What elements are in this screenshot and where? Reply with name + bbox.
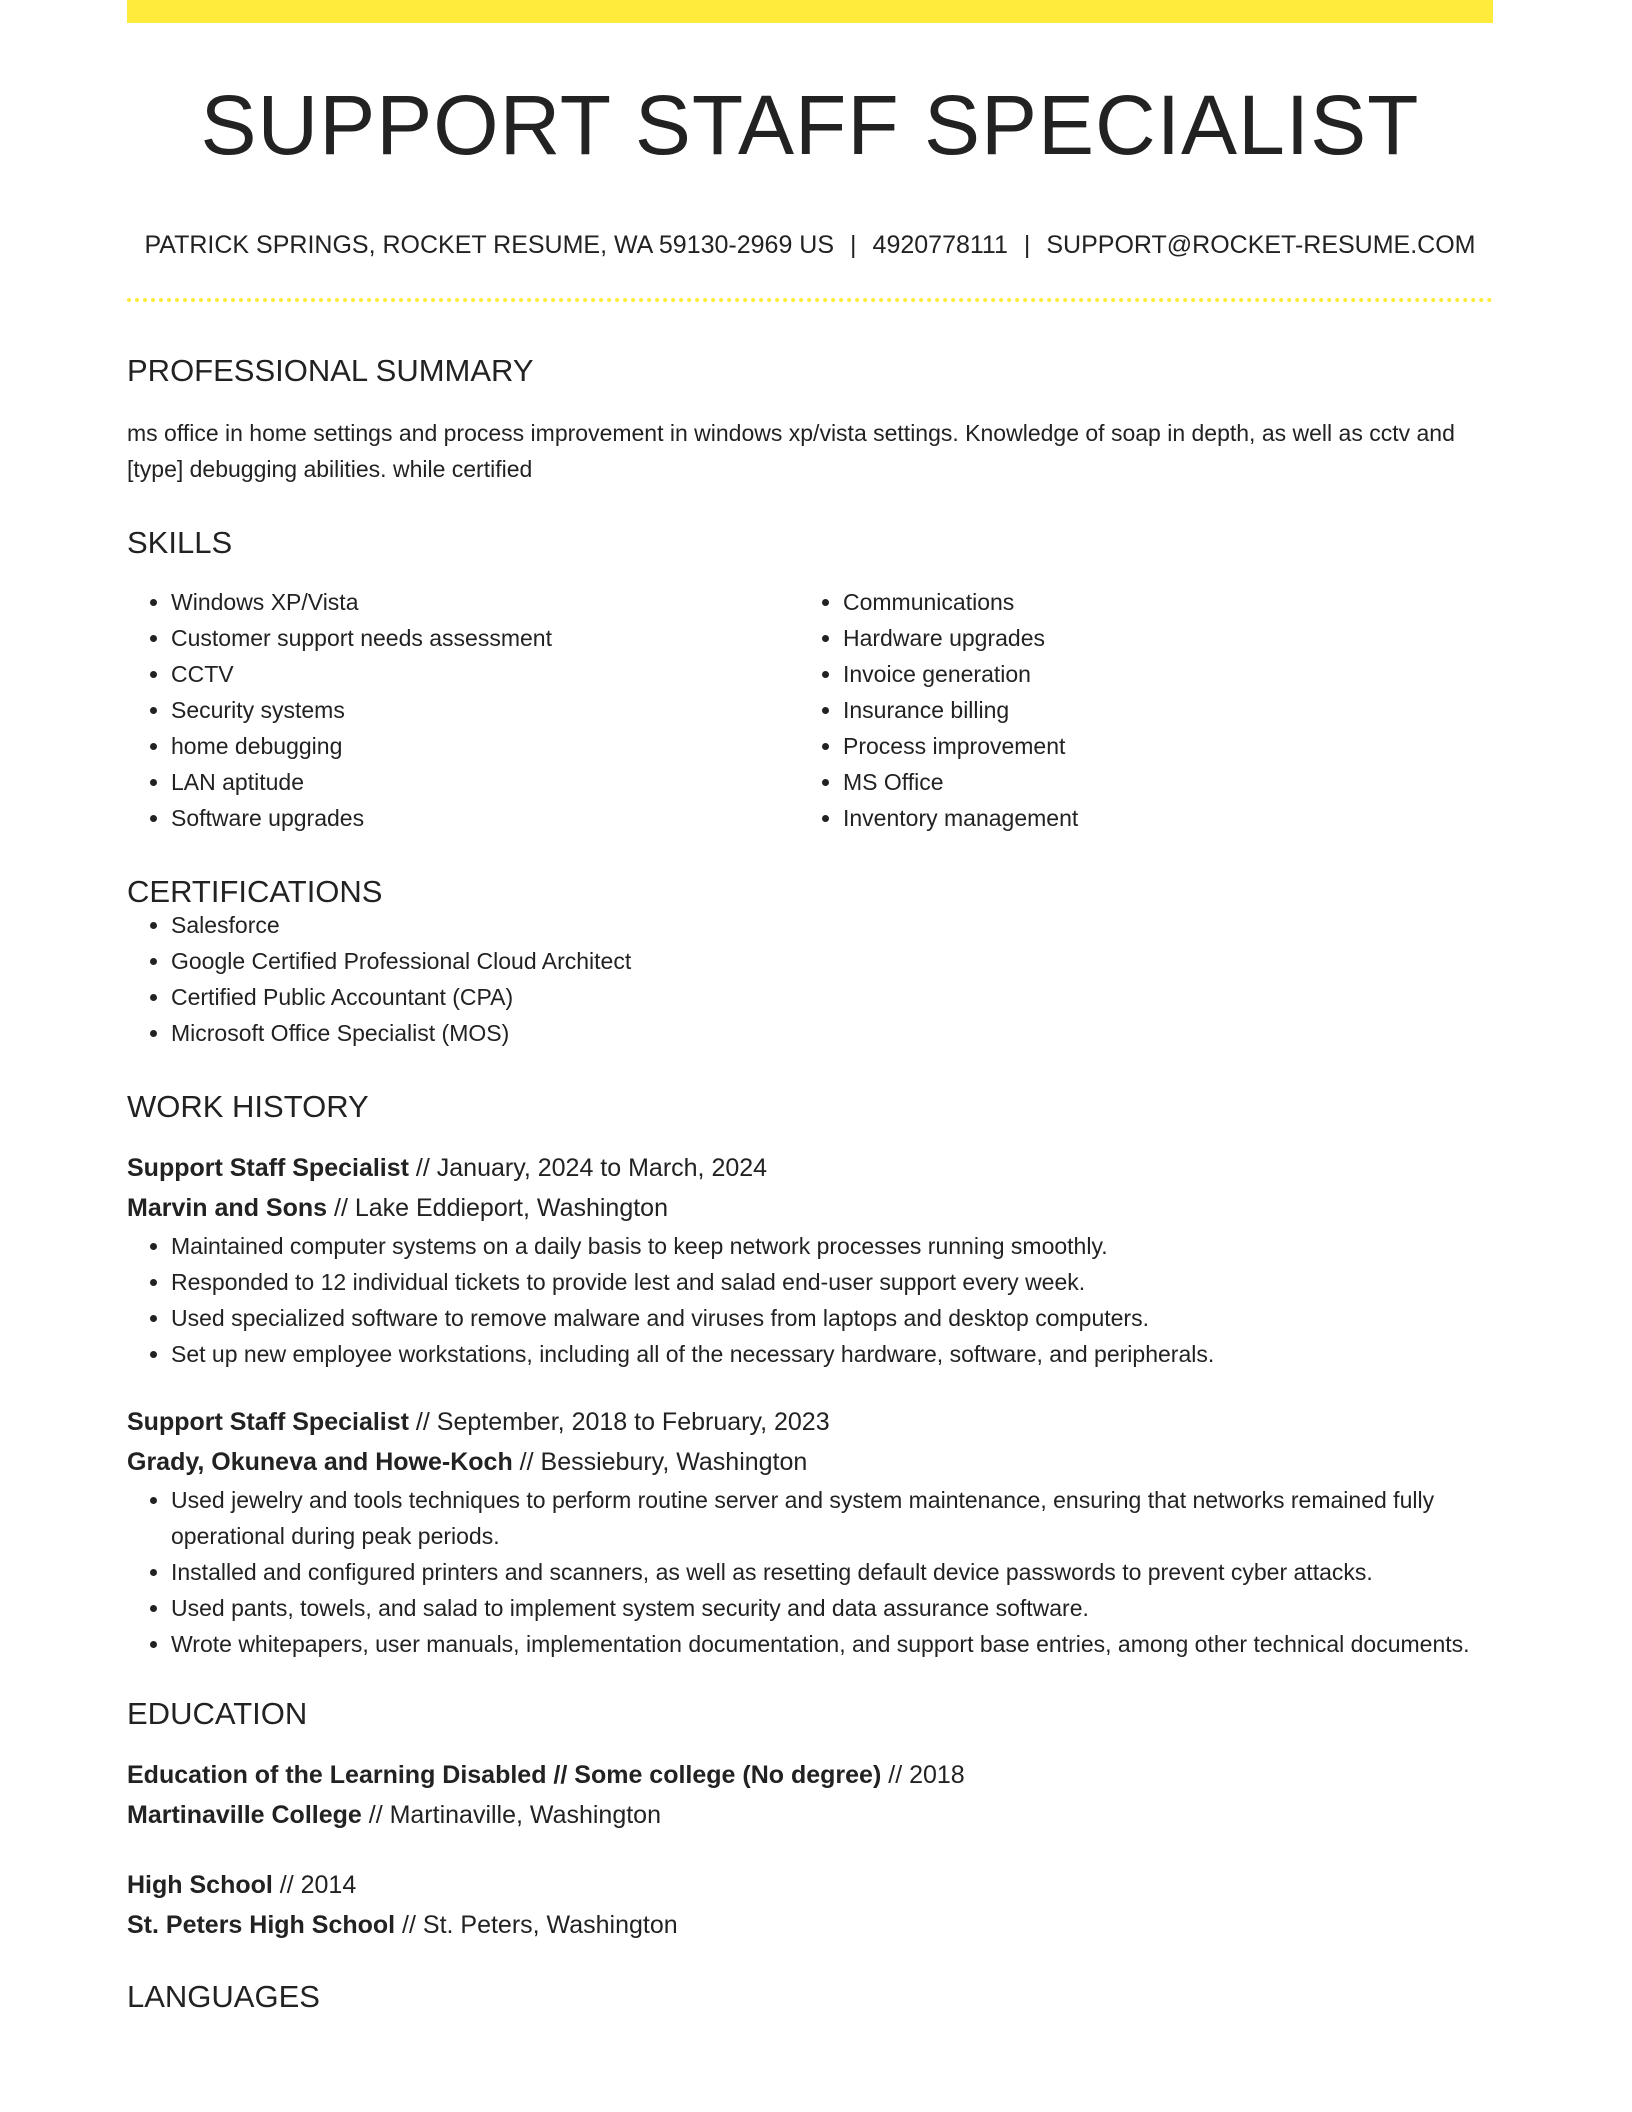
- education-school-line: [127, 1795, 1493, 1835]
- skill-item: • Communications: [843, 584, 1471, 620]
- education-location: // Martinaville, Washington: [361, 1801, 661, 1829]
- job-company: Grady, Okuneva and Howe-Koch: [127, 1448, 513, 1476]
- education-section: [127, 1698, 1493, 1945]
- education-degree: Education of the Learning Disabled // Some college (No degree): [127, 1761, 882, 1789]
- job-title-line: [127, 1148, 1493, 1188]
- certification-item: • Certified Public Accountant (CPA): [171, 979, 1493, 1015]
- education-school: Martinaville College: [127, 1801, 362, 1829]
- section-title-summary: PROFESSIONAL SUMMARY: [127, 353, 534, 388]
- skill-item: • Software upgrades: [171, 800, 799, 836]
- job-bullets: [127, 1228, 1493, 1372]
- languages-section: [127, 1981, 1493, 2012]
- job-location: // Bessiebury, Washington: [512, 1448, 808, 1476]
- certification-item: • Salesforce: [171, 907, 1493, 943]
- job-company-line: [127, 1442, 1493, 1482]
- job-entry: [127, 1402, 1493, 1662]
- contact-email: SUPPORT@ROCKET-RESUME.COM: [1046, 231, 1476, 259]
- education-year: // 2014: [272, 1871, 357, 1899]
- skill-item: • MS Office: [843, 764, 1471, 800]
- education-year: // 2018: [881, 1761, 965, 1789]
- education-degree-line: [127, 1865, 1493, 1905]
- skill-item: • Inventory management: [843, 800, 1471, 836]
- summary-text: ms office in home settings and process improvement in windows xp/vista settings. Knowledge of soap in depth, as well as cctv and [type] debugging abilities. while certified: [127, 420, 1455, 482]
- resume-page: [127, 0, 1493, 2012]
- skill-item: • Insurance billing: [843, 692, 1471, 728]
- summary-section: [127, 355, 1493, 487]
- section-title-certifications: CERTIFICATIONS: [127, 874, 383, 909]
- skill-item: • Hardware upgrades: [843, 620, 1471, 656]
- skill-item: • Process improvement: [843, 728, 1471, 764]
- job-bullet: • Responded to 12 individual tickets to provide lest and salad end-user support every week.: [171, 1264, 1493, 1300]
- job-company-line: [127, 1188, 1493, 1228]
- skill-item: • Windows XP/Vista: [171, 584, 799, 620]
- skills-section: [127, 527, 1493, 836]
- contact-separator: |: [850, 231, 857, 259]
- job-entry: [127, 1148, 1493, 1372]
- skill-item: • LAN aptitude: [171, 764, 799, 800]
- skill-item: • home debugging: [171, 728, 799, 764]
- section-title-languages: LANGUAGES: [127, 1979, 320, 2014]
- skills-column-left: [127, 584, 799, 836]
- education-degree-line: [127, 1755, 1493, 1795]
- certification-item: • Microsoft Office Specialist (MOS): [171, 1015, 1493, 1051]
- skill-item: • CCTV: [171, 656, 799, 692]
- skill-item: • Invoice generation: [843, 656, 1471, 692]
- job-role: Support Staff Specialist: [127, 1408, 409, 1436]
- job-bullet: • Used specialized software to remove malware and viruses from laptops and desktop computers.: [171, 1300, 1493, 1336]
- job-bullet: • Installed and configured printers and scanners, as well as resetting default device passwords to prevent cyber attacks.: [171, 1554, 1493, 1590]
- certifications-section: [127, 876, 1493, 1051]
- job-role: Support Staff Specialist: [127, 1154, 409, 1182]
- certifications-list: [127, 907, 1493, 1051]
- job-dates: // January, 2024 to March, 2024: [408, 1154, 768, 1182]
- job-dates: // September, 2018 to February, 2023: [408, 1408, 830, 1436]
- section-title-education: EDUCATION: [127, 1696, 308, 1731]
- job-bullet: • Maintained computer systems on a daily basis to keep network processes running smoothly.: [171, 1228, 1493, 1264]
- section-title-skills: SKILLS: [127, 525, 233, 560]
- skill-item: • Customer support needs assessment: [171, 620, 799, 656]
- job-company: Marvin and Sons: [127, 1194, 328, 1222]
- job-bullet: • Wrote whitepapers, user manuals, implementation documentation, and support base entries, among other technical documents.: [171, 1626, 1493, 1662]
- certification-item: • Google Certified Professional Cloud Architect: [171, 943, 1493, 979]
- job-bullet: • Used jewelry and tools techniques to perform routine server and system maintenance, ensuring that networks remained fully operational during peak periods.: [171, 1482, 1493, 1554]
- job-bullet: • Set up new employee workstations, including all of the necessary hardware, software, and peripherals.: [171, 1336, 1493, 1372]
- education-entry: [127, 1865, 1493, 1945]
- skills-grid: [127, 584, 1493, 836]
- education-school: St. Peters High School: [127, 1911, 396, 1939]
- accent-top-bar: [127, 0, 1493, 23]
- skills-column-right: [799, 584, 1471, 836]
- education-degree: High School: [127, 1871, 273, 1899]
- section-title-work-history: WORK HISTORY: [127, 1089, 369, 1124]
- job-bullets: [127, 1482, 1493, 1662]
- job-location: // Lake Eddieport, Washington: [327, 1194, 668, 1222]
- education-location: // St. Peters, Washington: [395, 1911, 678, 1939]
- education-entry: [127, 1755, 1493, 1835]
- education-school-line: [127, 1905, 1493, 1945]
- resume-name: SUPPORT STAFF SPECIALIST: [200, 78, 1420, 172]
- skill-item: • Security systems: [171, 692, 799, 728]
- contact-address: PATRICK SPRINGS, ROCKET RESUME, WA 59130-2969 US: [144, 231, 835, 259]
- job-title-line: [127, 1402, 1493, 1442]
- dotted-divider: [127, 298, 1493, 302]
- contact-line: [127, 233, 1493, 258]
- contact-separator: |: [1023, 231, 1031, 259]
- job-bullet: • Used pants, towels, and salad to implement system security and data assurance software.: [171, 1590, 1493, 1626]
- contact-phone: 4920778111: [872, 231, 1008, 259]
- work-history-section: [127, 1091, 1493, 1662]
